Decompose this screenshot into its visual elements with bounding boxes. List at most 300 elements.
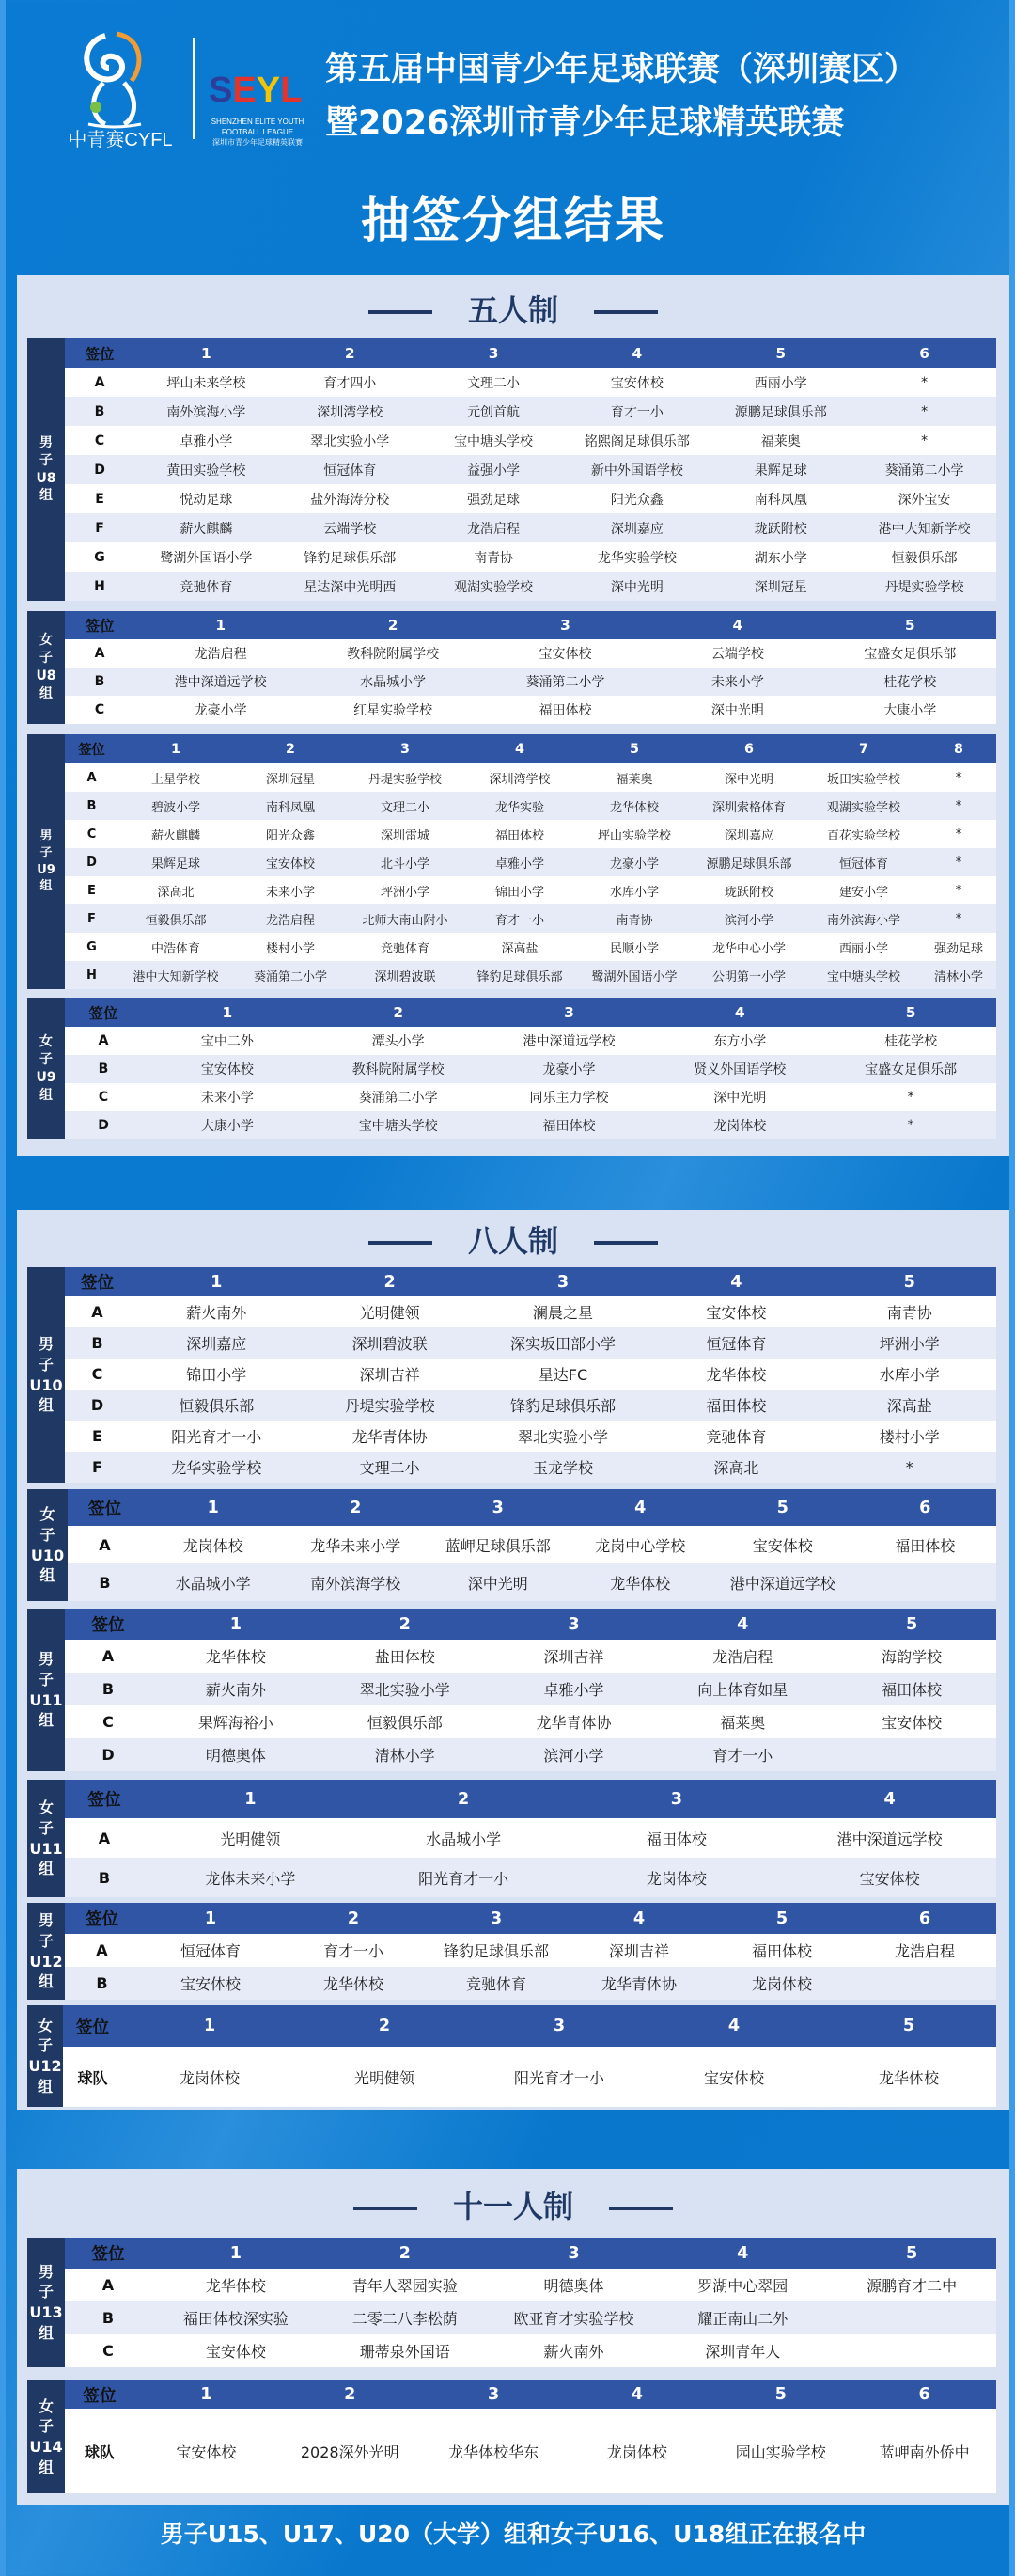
team-cell: 园山实验学校 (709, 2409, 852, 2493)
title-dash (353, 2207, 417, 2210)
column-header: 4 (565, 2380, 709, 2409)
group-label-line: 子 (38, 1818, 54, 1837)
team-cell: 龙豪小学 (134, 696, 306, 724)
team-cell: 深圳湾学校 (462, 763, 577, 792)
team-cell: 薪火南外 (490, 2334, 659, 2367)
team-cell: 深中光明 (654, 1083, 825, 1111)
seed-label: C (65, 1083, 142, 1111)
team-cell: 深圳嘉应 (130, 1327, 303, 1359)
column-header: 3 (348, 734, 462, 763)
column-header: 1 (134, 611, 306, 639)
column-header: 6 (854, 1489, 997, 1526)
team-cell: 南科凤凰 (709, 484, 852, 513)
team-cell: 红星实验学校 (306, 696, 478, 724)
seed-label: B (68, 1563, 142, 1601)
table-boys-u12 (27, 1903, 996, 2000)
team-cell: 南科凤凰 (233, 792, 348, 820)
column-header: 1 (118, 734, 233, 763)
group-label-line: U9 (36, 1070, 56, 1085)
team-cell: 龙华未来小学 (285, 1526, 428, 1563)
team-cell: 深圳湾学校 (278, 397, 422, 426)
column-header: 5 (827, 1609, 996, 1640)
team-cell: 宝中塘头学校 (313, 1111, 484, 1139)
team-cell: 教科院附属学校 (313, 1055, 484, 1083)
title-line-2: 暨2026深圳市青少年足球精英联赛 (325, 104, 845, 142)
team-cell: 明德奥体 (490, 2269, 659, 2301)
title-line-1: 第五届中国青少年足球联赛（深圳赛区） (325, 51, 918, 88)
group-label-line: 男 (39, 434, 53, 450)
team-cell: 耀正南山二外 (658, 2301, 827, 2334)
team-cell: 龙豪小学 (484, 1055, 655, 1083)
group-label-line: 女 (39, 1034, 53, 1050)
seed-header: 签位 (65, 2238, 151, 2269)
column-header: 1 (130, 1267, 303, 1296)
section-title-11v11 (6, 2188, 1015, 2225)
table-girls-u11 (27, 1780, 996, 1897)
table-girls-u9 (27, 998, 996, 1139)
team-cell: 龙浩启程 (422, 513, 566, 542)
column-header: 4 (649, 1267, 822, 1296)
team-cell: 碧波小学 (118, 792, 233, 820)
column-header: 5 (709, 338, 852, 368)
seed-label: B (65, 1673, 151, 1705)
seed-label: G (65, 542, 134, 572)
seed-label: A (65, 1296, 130, 1327)
seed-label: F (65, 513, 134, 542)
table-girls-u12 (27, 2005, 996, 2107)
team-cell: 宝安体校 (711, 1526, 854, 1563)
group-label-line: 组 (38, 1711, 54, 1730)
team-cell: 福莱奥 (709, 426, 852, 455)
seed-header: 签位 (65, 338, 134, 368)
seed-label: A (65, 1640, 151, 1673)
team-cell: 龙华实验学校 (130, 1452, 303, 1483)
team-cell: 潭头小学 (313, 1027, 484, 1055)
column-header: 5 (824, 611, 996, 639)
seed-label: A (65, 1027, 142, 1055)
group-label (27, 1903, 65, 2000)
team-cell (827, 2334, 996, 2367)
column-header: 3 (484, 998, 655, 1027)
team-cell (827, 2301, 996, 2334)
seed-label: B (65, 2301, 151, 2334)
seed-label: C (65, 1359, 130, 1390)
column-header: 4 (568, 1903, 710, 1934)
group-label-line: 组 (38, 1972, 54, 1991)
seed-label: B (65, 1858, 144, 1897)
column-header: 5 (577, 734, 692, 763)
team-cell: 黄田实验学校 (134, 455, 278, 484)
team-cell: 龙华中心小学 (692, 933, 806, 961)
group-label-line: U11 (29, 1690, 63, 1709)
team-cell: 南青协 (823, 1296, 996, 1327)
team-cell: 2028深外光明 (278, 2409, 422, 2493)
team-cell: 宝安体校 (233, 848, 348, 876)
team-cell: 南青协 (422, 542, 566, 572)
team-cell: * (825, 1083, 996, 1111)
team-cell: 水晶城小学 (357, 1818, 570, 1858)
group-label (27, 1780, 65, 1897)
team-cell: 教科院附属学校 (306, 639, 478, 668)
team-cell: 龙华青体协 (490, 1705, 659, 1738)
group-label-line: 子 (38, 1670, 54, 1689)
team-cell: 深圳嘉应 (692, 820, 806, 848)
team-cell: 锦田小学 (462, 876, 577, 904)
section-title-5v5 (6, 291, 1015, 329)
team-cell: 源鹏育才二中 (827, 2269, 996, 2301)
column-header: 2 (278, 338, 422, 368)
group-label-line: 男 (39, 829, 53, 844)
team-cell: 深中光明 (692, 763, 806, 792)
table-girls-u8 (27, 611, 996, 724)
team-cell: 深高盐 (462, 933, 577, 961)
team-cell: 宝安体校 (649, 1296, 822, 1327)
team-cell: 未来小学 (233, 876, 348, 904)
team-cell: 水库小学 (577, 876, 692, 904)
table-boys-u9 (27, 734, 996, 989)
section-title-text: 十一人制 (452, 2189, 573, 2224)
group-label-line: 组 (39, 1087, 53, 1103)
team-cell: 文理二小 (422, 368, 566, 397)
group-label-line: U12 (29, 1952, 63, 1971)
svg-text:FOOTBALL LEAGUE: FOOTBALL LEAGUE (221, 128, 294, 136)
team-cell: 鹭湖外国语小学 (134, 542, 278, 572)
group-label-line: U9 (37, 862, 55, 877)
team-cell: 深中光明 (565, 572, 709, 601)
team-cell: 宝安体校 (139, 1967, 282, 2000)
team-cell: 文理二小 (348, 792, 462, 820)
team-cell: 北师大南山附小 (348, 904, 462, 933)
seed-label: A (65, 639, 134, 668)
column-header: 4 (570, 1489, 712, 1526)
seyl-logo (205, 26, 310, 149)
column-header: 5 (823, 1267, 996, 1296)
team-cell: * (921, 820, 996, 848)
seed-label: B (65, 792, 118, 820)
team-cell: 薪火麒麟 (134, 513, 278, 542)
column-header: 1 (122, 2005, 297, 2047)
team-cell: 未来小学 (651, 668, 823, 696)
team-cell: 元创首航 (422, 397, 566, 426)
seed-label: E (65, 1421, 130, 1452)
table-boys-u11 (27, 1609, 996, 1771)
seed-header: 签位 (65, 1903, 139, 1934)
seed-label: B (65, 1327, 130, 1359)
team-cell: 明德奥体 (151, 1738, 320, 1771)
registration-notice: 男子U15、U17、U20（大学）组和女子U16、U18组正在报名中 (160, 2521, 867, 2548)
column-header: 7 (806, 734, 921, 763)
section-title-text: 八人制 (467, 1223, 558, 1259)
seed-label: C (65, 426, 134, 455)
team-cell: 深中光明 (427, 1563, 570, 1601)
team-cell: 葵涌第二小学 (233, 961, 348, 989)
team-cell: 悦动足球 (134, 484, 278, 513)
team-cell: 青年人翠园实验 (320, 2269, 490, 2301)
group-label (27, 2238, 65, 2367)
team-cell: 清林小学 (921, 961, 996, 989)
seed-header: 签位 (65, 998, 142, 1027)
team-cell: 锋豹足球俱乐部 (278, 542, 422, 572)
team-cell: 薪火南外 (151, 1673, 320, 1705)
group-label-line: 组 (39, 879, 53, 894)
team-cell: 竞驰体育 (134, 572, 278, 601)
team-cell: 福田体校深实验 (151, 2301, 320, 2334)
team-cell: 薪火麒麟 (118, 820, 233, 848)
team-cell: 阳光众鑫 (233, 820, 348, 848)
group-label (27, 1609, 65, 1771)
team-cell: 盐外海涛分校 (278, 484, 422, 513)
team-cell: 港中大知新学校 (852, 513, 996, 542)
group-label (27, 1267, 65, 1483)
team-cell: 阳光众鑫 (565, 484, 709, 513)
team-cell: 深圳碧波联 (303, 1327, 476, 1359)
column-header: 2 (297, 2005, 472, 2047)
team-cell: 龙浩启程 (134, 639, 306, 668)
team-cell: 宝安体校 (647, 2047, 821, 2107)
seed-label: C (65, 2334, 151, 2367)
team-cell: 龙岗体校 (565, 2409, 709, 2493)
team-cell: 龙浩启程 (853, 1934, 996, 1967)
column-header: 3 (570, 1780, 784, 1818)
team-cell: 锋豹足球俱乐部 (476, 1390, 649, 1421)
team-cell: 龙岗体校 (710, 1967, 853, 2000)
group-label-line: 男 (38, 1911, 54, 1930)
group-label-line: 组 (38, 2323, 54, 2342)
group-label-line: 男 (38, 1650, 54, 1669)
team-cell: 大康小学 (142, 1111, 313, 1139)
group-label-line: U8 (36, 470, 56, 486)
group-label-line: U10 (30, 1546, 65, 1564)
team-cell: 星达深中光明西 (278, 572, 422, 601)
team-cell: 果辉海裕小 (151, 1705, 320, 1738)
team-cell: 福田体校 (710, 1934, 853, 1967)
team-cell: * (852, 426, 996, 455)
team-cell: 清林小学 (320, 1738, 490, 1771)
team-cell: 蓝岬足球俱乐部 (427, 1526, 570, 1563)
team-cell: 龙华体校 (649, 1359, 822, 1390)
team-cell: 深圳碧波联 (348, 961, 462, 989)
group-label-line: 组 (38, 1396, 54, 1415)
column-header: 6 (852, 2380, 996, 2409)
team-cell: 龙体未来小学 (144, 1858, 357, 1897)
seed-label: A (65, 1934, 139, 1967)
team-cell: 观湖实验学校 (806, 792, 921, 820)
team-cell: 龙浩启程 (658, 1640, 827, 1673)
team-cell: 恒毅俱乐部 (118, 904, 233, 933)
team-cell: 星达FC (476, 1359, 649, 1390)
column-header: 5 (821, 2005, 996, 2047)
team-cell: 坪山未来学校 (134, 368, 278, 397)
column-header: 3 (422, 2380, 566, 2409)
team-cell: 育才一小 (658, 1738, 827, 1771)
team-cell: 深圳嘉应 (565, 513, 709, 542)
group-label-line: U8 (36, 668, 56, 683)
column-header: 3 (479, 611, 651, 639)
group-label-line: 组 (39, 1566, 55, 1585)
seed-label: 球队 (65, 2409, 134, 2493)
group-label-line: 子 (38, 1931, 54, 1950)
group-label-line: 子 (38, 2417, 54, 2436)
group-label-line: 子 (39, 1525, 55, 1544)
team-cell: 竞驰体育 (649, 1421, 822, 1452)
group-label-line: 子 (37, 2036, 53, 2055)
column-header: 3 (490, 2238, 659, 2269)
team-cell: 未来小学 (142, 1083, 313, 1111)
team-cell: 湖东小学 (709, 542, 852, 572)
team-cell: 深高北 (118, 876, 233, 904)
column-header: 2 (303, 1267, 476, 1296)
group-label (27, 1489, 68, 1601)
team-cell: 桂花学校 (825, 1027, 996, 1055)
team-cell: 鹭湖外国语小学 (577, 961, 692, 989)
team-cell: 滨河小学 (692, 904, 806, 933)
team-cell: 宝安体校 (134, 2409, 278, 2493)
seed-label: C (65, 820, 118, 848)
column-header: 3 (490, 1609, 659, 1640)
svg-text:深圳市青少年足球精英联赛: 深圳市青少年足球精英联赛 (212, 138, 303, 147)
column-header: 5 (827, 2238, 996, 2269)
title-dash (609, 2207, 673, 2210)
seed-label: F (65, 1452, 130, 1483)
column-header: 2 (320, 2238, 490, 2269)
team-cell: 楼村小学 (823, 1421, 996, 1452)
team-cell: 薪火南外 (130, 1296, 303, 1327)
team-cell: 福田体校 (649, 1390, 822, 1421)
seed-header: 签位 (65, 1780, 144, 1818)
team-cell: 卓雅小学 (490, 1673, 659, 1705)
seed-label: A (65, 368, 134, 397)
seed-label: E (65, 876, 118, 904)
team-cell: 欧亚育才实验学校 (490, 2301, 659, 2334)
column-header: 6 (692, 734, 806, 763)
column-header: 1 (142, 1489, 285, 1526)
group-label-line: 子 (39, 1052, 53, 1068)
team-cell: 铭熙阁足球俱乐部 (565, 426, 709, 455)
team-cell: 益强小学 (422, 455, 566, 484)
team-cell: * (825, 1111, 996, 1139)
seed-header: 签位 (65, 611, 134, 639)
column-header: 8 (921, 734, 996, 763)
team-cell: 坪山实验学校 (577, 820, 692, 848)
table-boys-u10 (27, 1267, 996, 1483)
group-label-line: U10 (29, 1375, 63, 1394)
team-cell: 深圳冠星 (709, 572, 852, 601)
team-cell: * (852, 368, 996, 397)
column-header: 3 (476, 1267, 649, 1296)
team-cell: 深实坂田部小学 (476, 1327, 649, 1359)
team-cell: 锦田小学 (130, 1359, 303, 1390)
seed-label: F (65, 904, 118, 933)
team-cell: * (852, 397, 996, 426)
team-cell: 深圳吉祥 (303, 1359, 476, 1390)
seed-label: D (65, 1390, 130, 1421)
group-label-line: 女 (38, 2396, 54, 2415)
team-cell: 民顺小学 (577, 933, 692, 961)
title-dash (368, 1241, 432, 1245)
column-header: 1 (151, 2238, 320, 2269)
team-cell: 龙岗体校 (654, 1111, 825, 1139)
team-cell: 龙岗体校 (570, 1858, 784, 1897)
title-dash (368, 310, 432, 314)
seed-header: 签位 (65, 1609, 151, 1640)
team-cell: 西丽小学 (806, 933, 921, 961)
group-label (27, 998, 65, 1139)
team-cell: 宝安体校 (479, 639, 651, 668)
team-cell: 水晶城小学 (306, 668, 478, 696)
team-cell: 桂花学校 (824, 668, 996, 696)
team-cell: 龙华体校 (821, 2047, 996, 2107)
team-cell: 深圳雷城 (348, 820, 462, 848)
svg-text:SHENZHEN ELITE YOUTH: SHENZHEN ELITE YOUTH (211, 118, 304, 126)
team-cell: 葵涌第二小学 (479, 668, 651, 696)
seed-label: G (65, 933, 118, 961)
team-cell: 恒冠体育 (806, 848, 921, 876)
group-label-line: 组 (39, 488, 53, 504)
seed-label: D (65, 1738, 151, 1771)
team-cell: 龙华体校 (570, 1563, 712, 1601)
group-label-line: 子 (39, 651, 53, 667)
group-label-line: 男 (38, 2262, 54, 2281)
team-cell: 深高盐 (823, 1390, 996, 1421)
seed-header: 签位 (65, 734, 118, 763)
team-cell: 深圳索格体育 (692, 792, 806, 820)
column-header: 5 (709, 2380, 852, 2409)
team-cell: 龙岗体校 (142, 1526, 285, 1563)
team-cell: 光明健领 (303, 1296, 476, 1327)
team-cell: 福田体校 (479, 696, 651, 724)
team-cell: 葵涌第二小学 (313, 1083, 484, 1111)
group-label-line: 女 (37, 2016, 53, 2034)
team-cell: 公明第一小学 (692, 961, 806, 989)
group-label-line: 组 (38, 1860, 54, 1878)
team-cell: 深圳冠星 (233, 763, 348, 792)
seed-header: 签位 (65, 1267, 130, 1296)
team-cell: 贤义外国语学校 (654, 1055, 825, 1083)
column-header: 4 (658, 2238, 827, 2269)
team-cell: 海韵学校 (827, 1640, 996, 1673)
team-cell: 新中外国语学校 (565, 455, 709, 484)
team-cell: 翠北实验小学 (278, 426, 422, 455)
team-cell: 恒毅俱乐部 (130, 1390, 303, 1421)
team-cell: 港中深道远学校 (711, 1563, 854, 1601)
group-label (27, 734, 65, 989)
team-cell: 恒毅俱乐部 (320, 1705, 490, 1738)
team-cell: 龙华实验 (462, 792, 577, 820)
group-label (27, 338, 65, 601)
team-cell: 港中大知新学校 (118, 961, 233, 989)
table-girls-u14 (27, 2380, 996, 2493)
team-cell: 观湖实验学校 (422, 572, 566, 601)
team-cell: 云端学校 (651, 639, 823, 668)
team-cell: 水晶城小学 (142, 1563, 285, 1601)
team-cell: 云端学校 (278, 513, 422, 542)
logo-divider (193, 38, 195, 139)
column-header: 2 (357, 1780, 570, 1818)
team-cell: 深圳吉祥 (490, 1640, 659, 1673)
column-header: 5 (825, 998, 996, 1027)
team-cell: 龙华体校华东 (422, 2409, 566, 2493)
team-cell: 育才四小 (278, 368, 422, 397)
column-header: 5 (711, 1489, 854, 1526)
seed-label: A (68, 1526, 142, 1563)
team-cell: 深外宝安 (852, 484, 996, 513)
team-cell: * (921, 876, 996, 904)
table-boys-u8 (27, 338, 996, 601)
team-cell: 同乐主力学校 (484, 1083, 655, 1111)
team-cell: 锋豹足球俱乐部 (462, 961, 577, 989)
team-cell: 文理二小 (303, 1452, 476, 1483)
column-header: 2 (313, 998, 484, 1027)
